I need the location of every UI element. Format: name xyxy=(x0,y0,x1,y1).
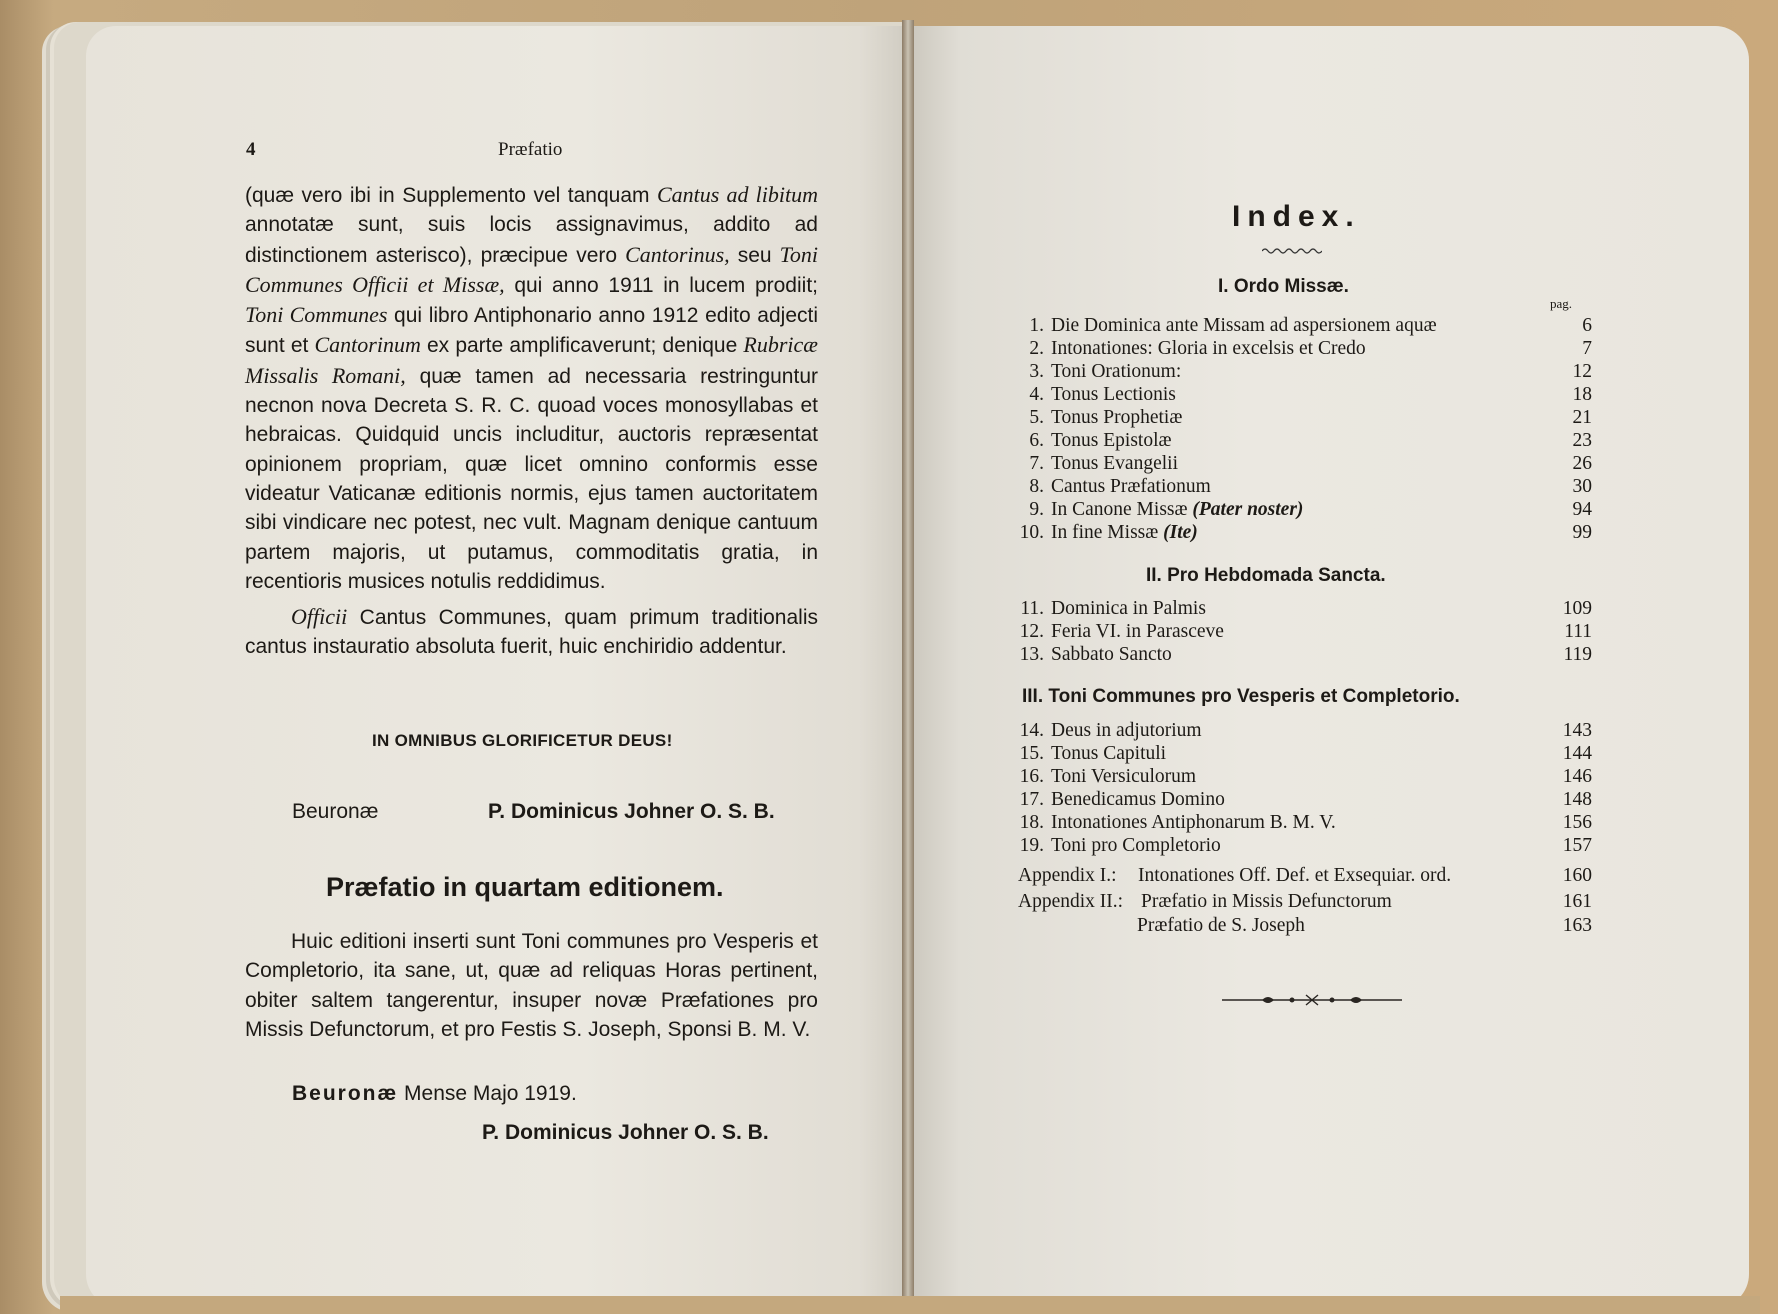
text-run: Cantus Communes, quam primum traditionalis cantus instauratio absoluta fuerit, huic enchiridio addentur. xyxy=(245,606,818,659)
index-entry xyxy=(1018,429,1592,452)
italic-run: Officii xyxy=(291,604,348,630)
entry-number: 3. xyxy=(1029,361,1044,382)
signature-name: P. Dominicus Johner O. S. B. xyxy=(488,800,775,823)
entry-title-italic: (Pater noster) xyxy=(1192,499,1304,520)
text-run: qui libro Antiphonario anno 1912 edito adjecti sunt et xyxy=(245,304,818,358)
entry-number: 11. xyxy=(1020,598,1044,619)
index-entry xyxy=(1018,620,1592,643)
entry-number: 14. xyxy=(1019,720,1044,741)
entry-number: 1. xyxy=(1029,315,1044,336)
italic-run: Cantorinus, xyxy=(625,241,730,267)
entry-number: 4. xyxy=(1029,384,1044,405)
wavy-ornament xyxy=(1262,246,1322,256)
dateline-place: Beuronæ xyxy=(292,1082,399,1105)
index-entry xyxy=(1018,742,1592,765)
appendix-title: Præfatio in Missis Defunctorum xyxy=(1141,891,1392,912)
entry-page: 146 xyxy=(1562,766,1592,787)
italic-run: Cantorinum xyxy=(314,332,421,358)
entry-title-text: In Canone Missæ xyxy=(1051,499,1188,520)
pag-label: pag. xyxy=(1550,296,1573,311)
appendix-title: Intonationes Off. Def. et Exsequiar. ord. xyxy=(1138,865,1452,886)
entry-title: Toni pro Completorio xyxy=(1051,835,1221,856)
text-run: qui anno 1911 in lucem prodiit; xyxy=(504,273,818,297)
index-entry xyxy=(1018,719,1592,742)
entry-page: 30 xyxy=(1572,476,1592,497)
entry-title xyxy=(1051,498,1303,521)
entry-page: 157 xyxy=(1562,835,1592,856)
appendix-page: 160 xyxy=(1562,865,1592,886)
appendix-label: Appendix II.: xyxy=(1018,891,1124,912)
entry-title: Intonationes Antiphonarum B. M. V. xyxy=(1051,812,1336,833)
entry-number: 9. xyxy=(1029,499,1044,520)
index-title: Index. xyxy=(1232,200,1361,233)
entry-title: Tonus Evangelii xyxy=(1051,453,1178,474)
entry-page: 143 xyxy=(1562,720,1592,741)
entry-title-italic: (Ite) xyxy=(1163,522,1198,543)
index-entry xyxy=(1018,314,1592,337)
appendix-page: 163 xyxy=(1562,915,1592,936)
entry-number: 19. xyxy=(1019,835,1044,856)
entry-page: 12 xyxy=(1572,361,1592,382)
text-run: seu xyxy=(729,243,780,267)
dateline-rest: Mense Majo 1919. xyxy=(404,1082,577,1105)
entry-page: 23 xyxy=(1572,430,1592,451)
entry-number: 16. xyxy=(1019,766,1044,787)
appendix-label: Appendix I.: xyxy=(1018,865,1117,886)
entry-number: 17. xyxy=(1019,789,1044,810)
entry-page: 99 xyxy=(1572,522,1592,543)
index-entry xyxy=(1018,383,1592,406)
entry-page: 111 xyxy=(1564,621,1592,642)
entry-title: Tonus Lectionis xyxy=(1051,384,1176,405)
appendix-list xyxy=(1018,863,1592,937)
text-run: annotatæ sunt, suis locis assignavimus, addito ad distinctionem asterisco), præcipue vero xyxy=(245,213,818,267)
preface-paragraph-1 xyxy=(245,180,818,596)
italic-run: Toni Communes xyxy=(245,302,388,328)
entry-title: Intonationes: Gloria in excelsis et Credo xyxy=(1051,338,1366,359)
page-number: 4 xyxy=(246,139,256,160)
entry-page: 94 xyxy=(1572,499,1592,520)
entry-title xyxy=(1051,521,1198,544)
index-entry xyxy=(1018,597,1592,620)
entry-title: Dominica in Palmis xyxy=(1051,598,1206,619)
entry-number: 10. xyxy=(1019,522,1044,543)
entry-page: 21 xyxy=(1572,407,1592,428)
text-run: quæ tamen ad necessaria restringuntur necnon nova Decreta S. R. C. quoad voces monosyllabas et hebraicas. Quidquid uncis includitur, auctoris repræsentat opinionem propriam, quæ licet omnino conformis esse videatur Vaticanæ editionis normis, ejus tamen auctoritatem sibi vindicare nec potest, nec vult. Magnam denique cantuum partem majoris, ut putamus, commoditatis gratia, in recentioris musices notulis reddidimus. xyxy=(245,364,818,593)
appendix-entry xyxy=(1018,915,1592,937)
entry-number: 7. xyxy=(1029,453,1044,474)
final-signature: P. Dominicus Johner O. S. B. xyxy=(482,1121,769,1144)
index-entry xyxy=(1018,337,1592,360)
entry-title: Benedicamus Domino xyxy=(1051,789,1225,810)
preface-paragraph-2 xyxy=(245,602,818,662)
entry-title: Cantus Præfationum xyxy=(1051,476,1211,497)
index-entry xyxy=(1018,475,1592,498)
entry-title: Toni Orationum: xyxy=(1051,361,1182,382)
section-heading-2: II. Pro Hebdomada Sancta. xyxy=(1146,565,1386,586)
index-entry xyxy=(1018,360,1592,383)
running-head-title: Præfatio xyxy=(498,139,563,160)
entry-page: 26 xyxy=(1572,453,1592,474)
italic-run: Cantus ad libitum xyxy=(657,182,818,207)
appendix-entry xyxy=(1018,863,1592,889)
section-heading: Præfatio in quartam editionem. xyxy=(326,872,724,902)
index-entry xyxy=(1018,788,1592,811)
section-heading-1: I. Ordo Missæ. xyxy=(1218,276,1349,297)
entry-page: 7 xyxy=(1582,338,1592,359)
index-list-1 xyxy=(1018,314,1592,544)
appendix-entry xyxy=(1018,889,1592,915)
index-entry xyxy=(1018,834,1592,857)
index-entry xyxy=(1018,765,1592,788)
appendix-page: 161 xyxy=(1562,891,1592,912)
italic-run: Toni Communes Officii et Missæ, xyxy=(245,241,818,297)
entry-number: 13. xyxy=(1019,644,1044,665)
entry-number: 6. xyxy=(1029,430,1044,451)
entry-title: Tonus Capituli xyxy=(1051,743,1167,764)
entry-number: 12. xyxy=(1019,621,1044,642)
index-entry xyxy=(1018,521,1592,544)
entry-number: 5. xyxy=(1029,407,1044,428)
entry-number: 15. xyxy=(1019,743,1044,764)
entry-page: 18 xyxy=(1572,384,1592,405)
entry-title: Sabbato Sancto xyxy=(1051,644,1172,665)
entry-number: 8. xyxy=(1029,476,1044,497)
entry-number: 18. xyxy=(1019,812,1044,833)
entry-page: 144 xyxy=(1562,743,1592,764)
index-list-2 xyxy=(1018,597,1592,666)
entry-page: 156 xyxy=(1562,812,1592,833)
index-entry xyxy=(1018,406,1592,429)
index-entry xyxy=(1018,498,1592,521)
book-bottom-edge xyxy=(60,1296,1760,1314)
preface-body xyxy=(245,180,818,662)
entry-number: 2. xyxy=(1029,338,1044,359)
index-entry xyxy=(1018,643,1592,666)
entry-page: 119 xyxy=(1563,644,1592,665)
entry-title: Deus in adjutorium xyxy=(1051,720,1202,741)
entry-title: Tonus Epistolæ xyxy=(1051,430,1172,451)
fourth-edition-paragraph: Huic editioni inserti sunt Toni communes pro Vesperis et Completorio, ita sane, ut, quæ ad reliquas Horas pertinent, obiter saltem tangerentur, insuper novæ Præfationes pro Missis Defunctorum, et pro Festis S. Joseph, Sponsi B. M. V. xyxy=(245,930,818,1041)
index-entry xyxy=(1018,452,1592,475)
signature-place: Beuronæ xyxy=(292,800,379,823)
entry-title: Tonus Prophetiæ xyxy=(1051,407,1183,428)
index-entry xyxy=(1018,811,1592,834)
motto: IN OMNIBUS GLORIFICETUR DEUS! xyxy=(372,731,673,750)
entry-page: 6 xyxy=(1582,315,1592,336)
entry-title: Feria VI. in Parasceve xyxy=(1051,621,1224,642)
fourth-edition-body xyxy=(245,927,818,1044)
entry-title-text: In fine Missæ xyxy=(1051,522,1159,543)
dateline xyxy=(292,1082,577,1106)
entry-page: 109 xyxy=(1562,598,1592,619)
entry-title: Toni Versiculorum xyxy=(1051,766,1197,787)
decorative-rule-ornament xyxy=(1222,993,1402,1007)
index-list-3 xyxy=(1018,719,1592,857)
section-heading-3: III. Toni Communes pro Vesperis et Completorio. xyxy=(1022,686,1460,707)
italic-run: Rubricæ Missalis Romani, xyxy=(245,332,818,388)
entry-page: 148 xyxy=(1562,789,1592,810)
book-gutter xyxy=(902,20,914,1312)
entry-title: Die Dominica ante Missam ad aspersionem aquæ xyxy=(1051,315,1437,336)
text-run: (quæ vero ibi in Supplemento vel tanquam xyxy=(245,184,657,207)
text-run: ex parte amplificaverunt; denique xyxy=(420,334,744,358)
appendix-title: Præfatio de S. Joseph xyxy=(1137,915,1305,936)
